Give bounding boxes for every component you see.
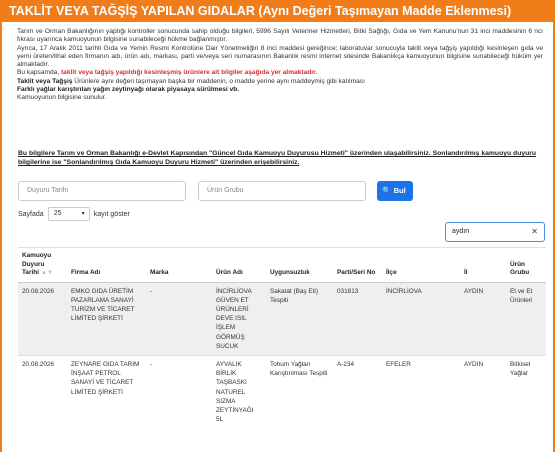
highlight-text: taklit veya tağşiş yapıldığı kesinleşmiş ürünlere ait bilgiler aşağıda yer almaktadır. <box>60 69 318 77</box>
intro-paragraph <box>17 86 543 94</box>
column-header[interactable]: Kamuoyu Duyuru Tarihi ▲▼ <box>18 248 67 283</box>
example-text: Farklı yağlar karıştırılan yağın zeytinyağı olarak piyasaya sürülmesi vb. <box>17 86 240 94</box>
column-header[interactable]: Firma Adı <box>67 248 146 283</box>
intro-paragraph <box>17 78 543 86</box>
table-cell: ZEYNARE GIDA TARIM İNŞAAT PETROL SANAYİ VE TİCARET LİMİTED ŞİRKETİ <box>67 355 146 428</box>
sort-icon: ▲▼ <box>40 270 53 276</box>
intro-paragraph: Ayrıca, 17 Aralık 2011 tarihli Gıda ve Yemin Resmi Kontrolüne Dair Yönetmeliğin 8 inci maddesi gereğince; laboratuvar sonucuyla taklit veya tağşiş yapıldığı kesinleşen gıda ve yemi üreten/ithal eden firmanın adı, ürün adı, markası, parti ve/veya seri numarasının Bakanlık resmi internet sitesinde Bakanlıkça kamuoyunun bilgisine sunabileceği hüküm yer almaktadır. <box>17 44 543 69</box>
table-cell: AYDIN <box>460 282 506 355</box>
table-search-input[interactable] <box>445 222 545 242</box>
table-row[interactable] <box>18 355 546 428</box>
page-size-label: Sayfada <box>18 210 44 218</box>
table-cell: A-234 <box>333 355 382 428</box>
table-cell: 20.08.2026 <box>18 282 67 355</box>
table-row[interactable] <box>18 282 546 355</box>
column-header[interactable]: Ürün Adı <box>212 248 266 283</box>
results-table <box>18 247 546 428</box>
table-cell: İNCİRLİOVA <box>382 282 460 355</box>
search-value: aydın <box>452 228 470 235</box>
product-group-filter-input[interactable]: Ürün Grubu <box>198 181 366 201</box>
table-cell: Sakatat (Baş Eti) Tespiti <box>266 282 333 355</box>
page-size-suffix: kayıt göster <box>93 210 130 218</box>
intro-text-prefix: Bu kapsamda, <box>17 69 61 77</box>
table-cell: AYVALIK BİRLİK TAŞBASKI NATUREL SIZMA ZEYTİNYAĞI 5L <box>212 355 266 428</box>
table-cell: AYDIN <box>460 355 506 428</box>
table-cell: - <box>146 282 212 355</box>
column-header[interactable]: Marka <box>146 248 212 283</box>
table-cell: 031813 <box>333 282 382 355</box>
search-button-label: Bul <box>393 186 406 195</box>
page-size-select[interactable] <box>48 207 90 221</box>
date-filter-input[interactable]: Duyuru Tarihi <box>18 181 186 201</box>
table-cell: EFELER <box>382 355 460 428</box>
column-header[interactable]: İlçe <box>382 248 460 283</box>
page-title: TAKLİT VEYA TAĞŞİŞ YAPILAN GIDALAR (Aynı Değeri Taşımayan Madde Eklenmesi) <box>2 0 553 22</box>
table-header-row <box>18 248 546 283</box>
definition-text: Ürünlere aynı değeri taşımayan başka bir maddenin, o madde yerine aynı maddeymiş gibi katılması <box>72 77 365 85</box>
definition-term: Taklit veya Tağşiş <box>17 77 73 85</box>
intro-text <box>2 22 553 103</box>
edevlet-note: Bu bilgilere Tarım ve Orman Bakanlığı e-Devlet Kapısından "Güncel Gıda Kamuoyu Duyurusu Hizmeti" üzerinden ulaşabilirsiniz. Sonlandırılmış kamuoyu duyuru bilgilerine ise "Sonlandırılmış Gıda Kamuoyu Duyuru Hizmeti" üzerinden erişebilirsiniz. <box>18 150 537 166</box>
table-cell: Bitkisel Yağlar <box>506 355 546 428</box>
column-header[interactable]: Parti/Seri No <box>333 248 382 283</box>
close-icon[interactable]: ✕ <box>531 227 538 236</box>
search-icon: 🔍 <box>382 186 392 195</box>
page-size-control <box>18 207 130 221</box>
table-cell: Tohum Yağları Karıştırılması Tespiti <box>266 355 333 428</box>
intro-paragraph: Kamuoyunun bilgisine sunulur. <box>17 94 107 102</box>
table-cell: 20.08.2026 <box>18 355 67 428</box>
intro-paragraph <box>17 69 543 77</box>
column-header[interactable]: Uygunsuzluk <box>266 248 333 283</box>
table-cell: - <box>146 355 212 428</box>
table-cell: EMKO GIDA ÜRETİM PAZARLAMA SANAYİ TURİZM VE TİCARET LİMİTED ŞİRKETİ <box>67 282 146 355</box>
intro-paragraph: Tarım ve Orman Bakanlığının yaptığı kontroller sonucunda sahip olduğu bilgileri, 5996 Sayılı Veteriner Hizmetleri, Bitki Sağlığı, Gıda ve Yem Kanunu'nun 31 inci maddesinin 6 ncı fıkrası uyarınca kamuoyunun bilgisine sunabileceği hükme bağlanmıştır. <box>17 28 543 44</box>
search-button[interactable] <box>377 181 413 201</box>
table-cell: Et ve Et Ürünleri <box>506 282 546 355</box>
column-header[interactable]: İl <box>460 248 506 283</box>
chevron-down-icon: ▾ <box>81 211 85 217</box>
column-header[interactable]: Ürün Grubu <box>506 248 546 283</box>
table-cell: İNCİRLİOVA GÜVEN ET ÜRÜNLERİ DEVE ISIL İŞLEM GÖRMÜŞ SUCUK <box>212 282 266 355</box>
page-size-value: 25 <box>53 210 62 217</box>
